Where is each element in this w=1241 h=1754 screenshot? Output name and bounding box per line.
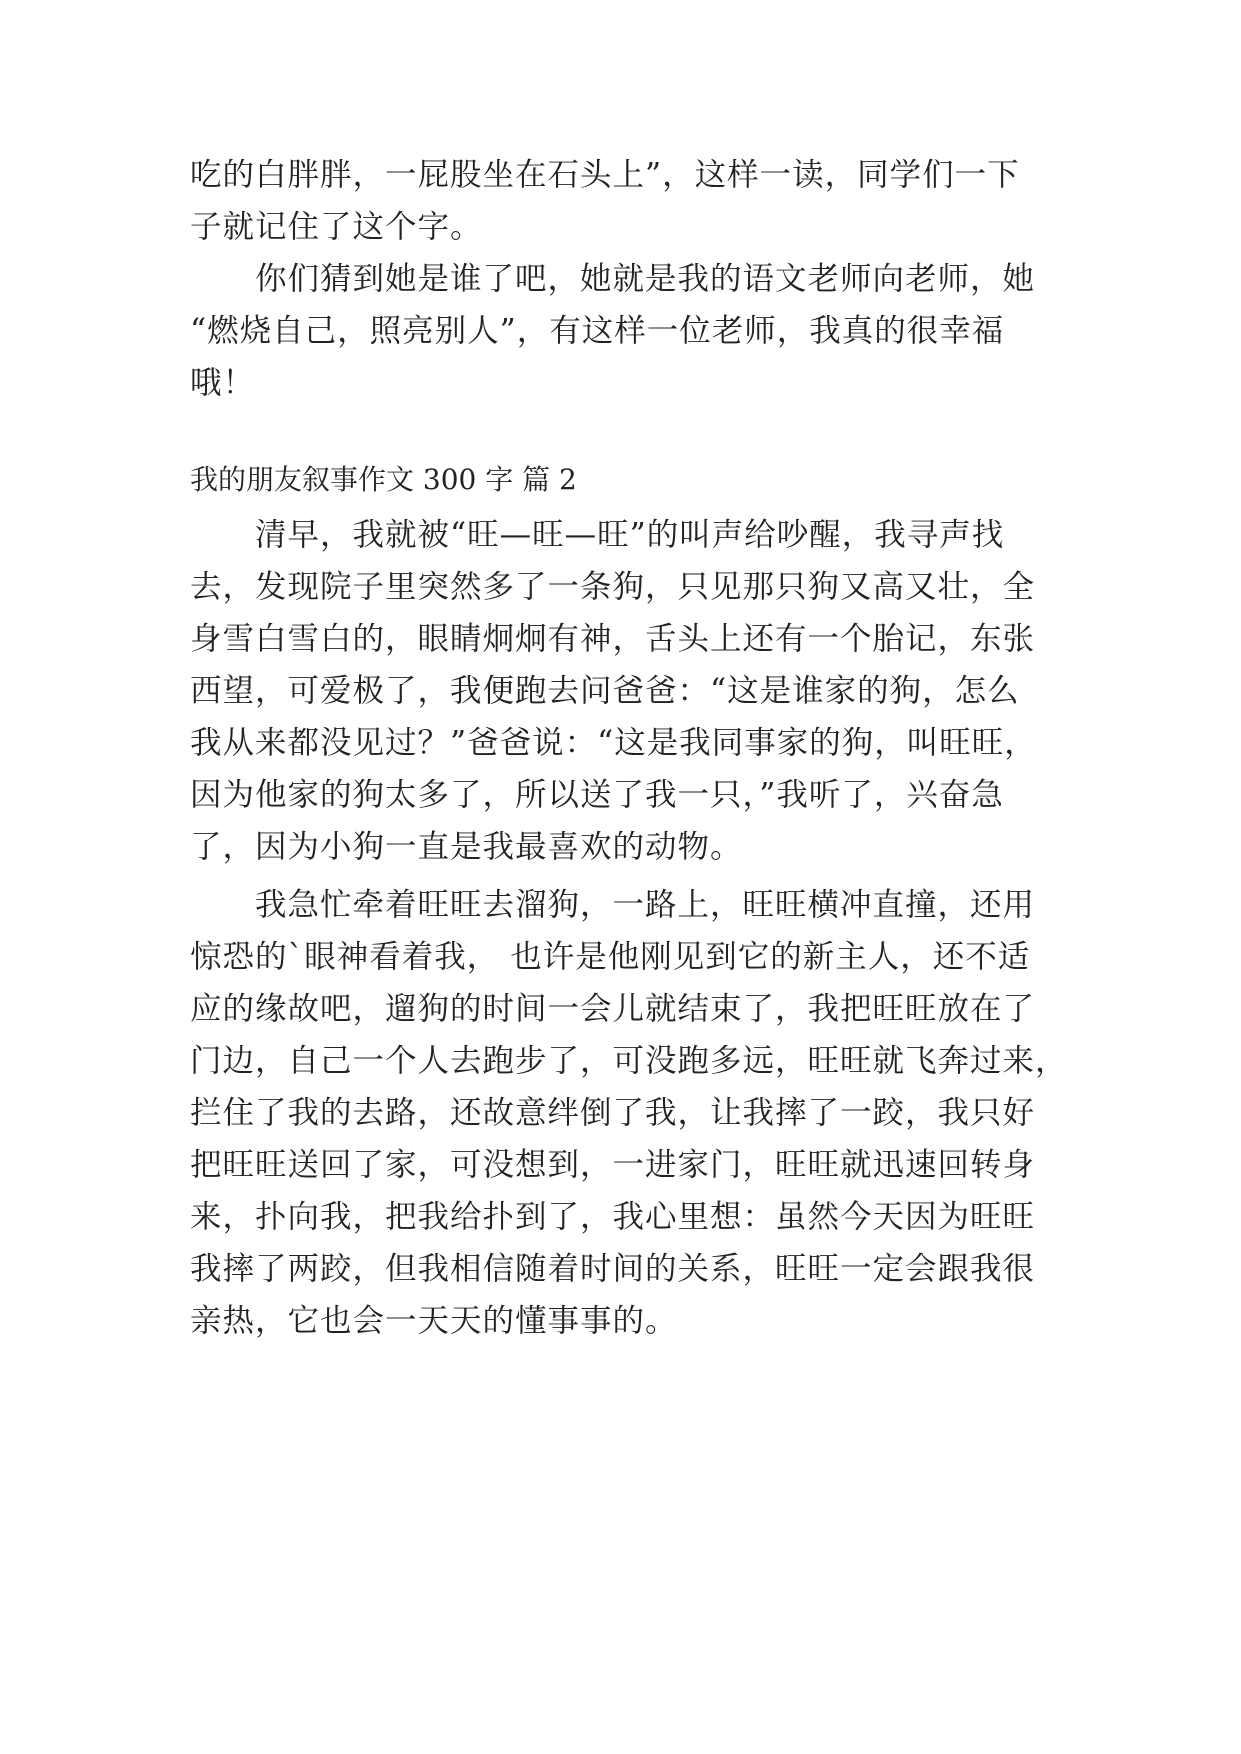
text-line: 亲热，它也会一天天的懂事事的。 <box>190 1303 678 1339</box>
text-line: 惊恐的`眼神看着我， 也许是他刚见到它的新主人，还不适 <box>190 939 1031 975</box>
text-line: 来，扑向我，把我给扑到了，我心里想：虽然今天因为旺旺 <box>190 1199 1036 1235</box>
text-line: 拦住了我的去路，还故意绊倒了我，让我摔了一跤，我只好 <box>190 1095 1036 1131</box>
text-line: 去，发现院子里突然多了一条狗，只见那只狗又高又壮，全 <box>190 569 1036 605</box>
text-line: 我急忙牵着旺旺去溜狗，一路上，旺旺横冲直撞，还用 <box>190 887 1036 923</box>
text-line: 因为他家的狗太多了，所以送了我一只，”我听了，兴奋急 <box>190 777 1004 813</box>
text-line: 子就记住了这个字。 <box>190 209 483 245</box>
text-line: 了，因为小狗一直是我最喜欢的动物。 <box>190 829 743 865</box>
text-line: 门边，自己一个人去跑步了，可没跑多远，旺旺就飞奔过来， <box>190 1043 1068 1079</box>
text-line: 吃的白胖胖，一屁股坐在石头上”，这样一读，同学们一下 <box>190 157 1020 193</box>
text-line: 身雪白雪白的，眼睛炯炯有神，舌头上还有一个胎记，东张 <box>190 621 1036 657</box>
text-line: “燃烧自己，照亮别人”，有这样一位老师，我真的很幸福 <box>190 313 1005 349</box>
essay-heading: 我的朋友叙事作文 300 字 篇 2 <box>190 463 577 496</box>
text-line: 清早，我就被“旺—旺—旺”的叫声给吵醒，我寻声找 <box>190 517 1005 553</box>
text-line: 我从来都没见过？”爸爸说：“这是我同事家的狗，叫旺旺， <box>190 725 1037 761</box>
text-line: 西望，可爱极了，我便跑去问爸爸：“这是谁家的狗，怎么 <box>190 673 1020 709</box>
text-line: 应的缘故吧，遛狗的时间一会儿就结束了，我把旺旺放在了 <box>190 991 1036 1027</box>
text-line: 你们猜到她是谁了吧，她就是我的语文老师向老师，她 <box>190 261 1036 297</box>
text-line: 哦！ <box>190 365 256 401</box>
text-line: 我摔了两跤，但我相信随着时间的关系，旺旺一定会跟我很 <box>190 1251 1036 1287</box>
text-line: 把旺旺送回了家，可没想到，一进家门，旺旺就迅速回转身 <box>190 1147 1036 1183</box>
